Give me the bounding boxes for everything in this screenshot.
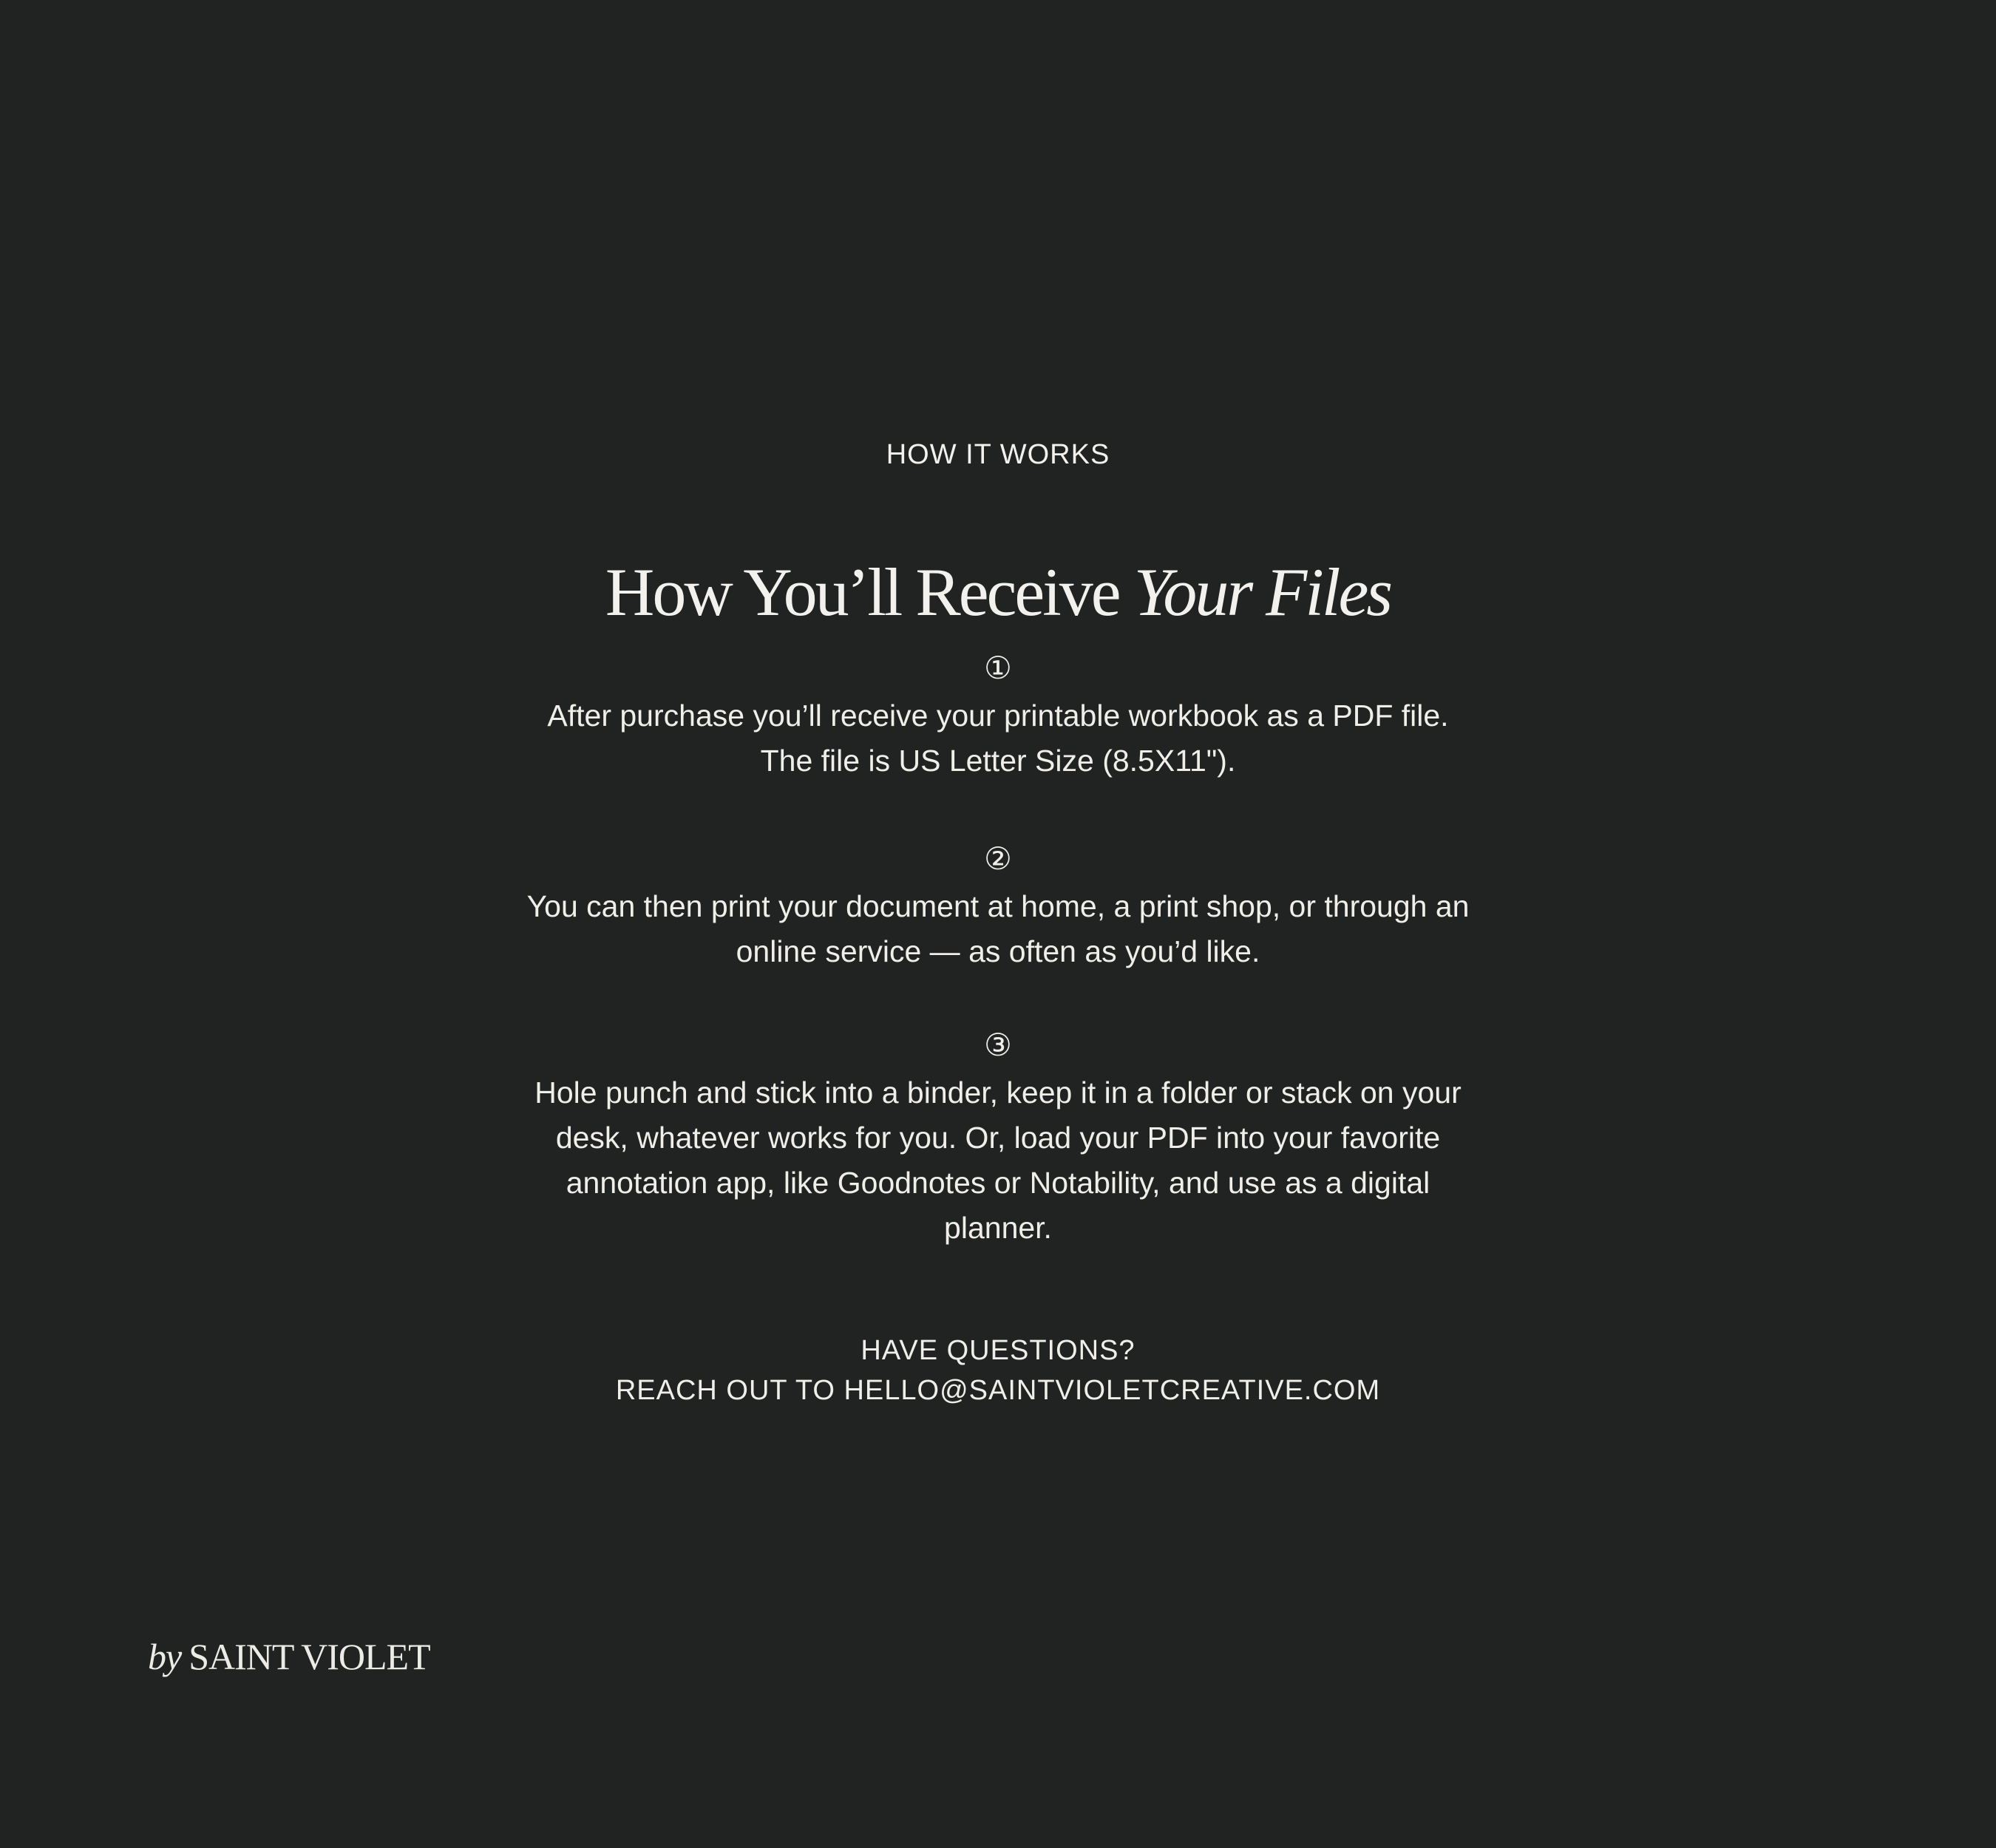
contact-email-text[interactable]: REACH OUT TO HELLO@SAINTVIOLETCREATIVE.COM (615, 1375, 1381, 1406)
page-title (0, 551, 1996, 633)
step-1-text: After purchase you’ll receive your printable workbook as a PDF file. The file is US Letter Size (8.5X11"). (547, 699, 1449, 778)
brand-logo (148, 1635, 430, 1678)
title-italic-text: Your Files (1133, 554, 1391, 630)
step-1-number: ① (984, 650, 1012, 685)
contact-heading: HAVE QUESTIONS? (860, 1335, 1136, 1366)
contact-block (0, 1331, 1996, 1410)
step-2 (517, 841, 1479, 974)
step-3-number: ③ (984, 1027, 1012, 1062)
section-eyebrow: HOW IT WORKS (886, 439, 1110, 470)
step-2-text: You can then print your document at home, a print shop, or through an online service — as often as you’d like. (526, 889, 1470, 968)
title-regular-text: How You’ll Receive (605, 554, 1134, 630)
step-3 (517, 1027, 1479, 1251)
brand-name: SAINT VIOLET (189, 1636, 430, 1677)
step-1 (517, 650, 1479, 784)
step-3-text: Hole punch and stick into a binder, keep it in a folder or stack on your desk, whatever works for you. Or, load your PDF into your favorite annotation app, like Goodnotes or Notability, and use as a digital planner. (534, 1076, 1462, 1245)
step-2-number: ② (984, 841, 1012, 876)
brand-by-text: by (148, 1636, 182, 1677)
